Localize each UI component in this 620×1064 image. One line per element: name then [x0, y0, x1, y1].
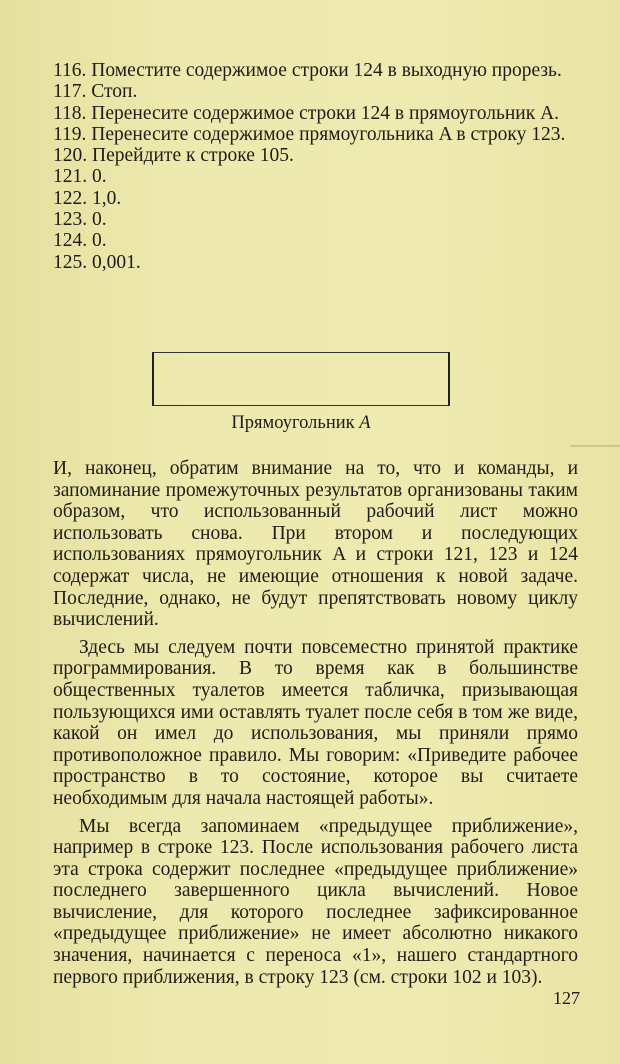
caption-letter: A [359, 413, 371, 433]
paragraph: И, наконец, обратим внимание на то, что и команды, и запоминание промежуточных результатов организованы таким образом, что использованный рабочий лист можно использовать снова. При втором и последующих использованиях прямоугольник A и строки 121, 123 и 124 содержат числа, не имеющие отношения к новой задаче. Последние, однако, не будут препятствовать новому циклу вычислений. [53, 458, 578, 631]
list-item: 117. Стоп. [53, 81, 138, 103]
rectangle-caption [152, 413, 450, 434]
list-item: 123. 0. [53, 209, 107, 231]
rectangle-a-box [152, 352, 450, 406]
list-item: 122. 1,0. [53, 187, 122, 209]
list-item: 124. 0. [53, 230, 107, 252]
paragraph: Здесь мы следуем почти повсеместно принятой практике программирования. В то время как в большинстве общественных туалетов имеется табличка, призывающая пользующихся ими оставлять туалет после себя в том же виде, какой он имел до использования, мы приняли прямо противоположное правило. Мы говорим: «Приведите рабочее пространство в то состояние, которое вы считаете необходимым для начала настоящей работы». [53, 636, 578, 809]
instruction-list [53, 60, 581, 273]
body-text [53, 458, 578, 994]
list-item: 125. 0,001. [53, 251, 141, 273]
paragraph: Мы всегда запоминаем «предыдущее приближение», например в строке 123. После использования рабочего листа эта строка содержит последнее «предыдущее приближение» последнего завершенного цикла вычислений. Новое вычисление, для которого последнее зафиксированное «предыдущее приближение» не имеет абсолютно никакого значения, начинается с переноса «1», нашего стандартного первого приближения, в строку 123 (см. строки 102 и 103). [53, 815, 578, 988]
list-item: 116. Поместите содержимое строки 124 в выходную прорезь. [53, 60, 562, 81]
list-item: 118. Перенесите содержимое строки 124 в прямоугольник A. [53, 102, 560, 124]
list-item: 120. Перейдите к строке 105. [53, 145, 294, 167]
list-item: 119. Перенесите содержимое прямоугольника A в строку 123. [53, 123, 566, 145]
page-number: 127 [553, 988, 580, 1008]
caption-text: Прямоугольник [231, 413, 355, 433]
list-item: 121. 0. [53, 166, 107, 188]
